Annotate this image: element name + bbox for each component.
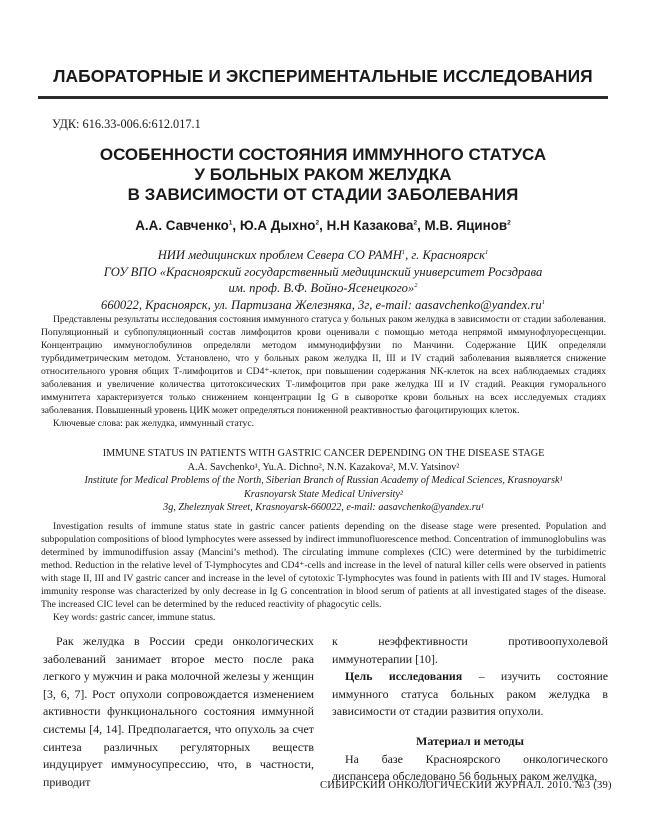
affiliation-line: им. проф. В.Ф. Войно-Ясенецкого»$^2$: [228, 281, 418, 295]
keywords-en: Key words: gastric cancer, immune status.: [53, 612, 216, 623]
affiliations: [40, 247, 606, 313]
english-affiliation-line: 3g, Zheleznyak Street, Krasnoyarsk-660022, e-mail: aasavchenko@yandex.ru¹: [163, 502, 484, 514]
aim-label: Цель исследования: [345, 669, 463, 684]
english-affiliation-line: Institute for Medical Problems of the North, Siberian Branch of Russian Academy of Medical Sciences, Krasnoyarsk¹: [84, 475, 563, 487]
author-name: Н.Н Казакова: [326, 218, 414, 233]
title-line: ОСОБЕННОСТИ СОСТОЯНИЯ ИММУННОГО СТАТУСА: [99, 145, 547, 164]
article-title: [40, 145, 606, 205]
author-sup: 2: [413, 219, 418, 227]
english-header: [41, 447, 606, 515]
english-authors: A.A. Savchenko¹, Yu.A. Dichno², N.N. Kazakova², M.V. Yatsinov²: [187, 461, 460, 473]
author-name: Ю.А Дыхно: [239, 218, 316, 233]
udc-code: УДК: 616.33-006.6:612.017.1: [52, 117, 201, 131]
intro-paragraph-continued: к неэффективности противоопухолевой иммунотерапии [10].: [332, 634, 608, 666]
header-rule: [38, 96, 608, 99]
author-name: М.В. Яцинов: [424, 218, 508, 233]
methods-paragraph: На базе Красноярского онкологического диспансера обследовано 56 больных раком желудка,: [332, 751, 608, 784]
author-sup: 1: [228, 219, 233, 227]
author-name: А.А. Савченко: [135, 218, 229, 233]
section-header: ЛАБОРАТОРНЫЕ И ЭКСПЕРИМЕНТАЛЬНЫЕ ИССЛЕДОВАНИЯ: [53, 66, 593, 86]
body-column-left: [43, 633, 314, 791]
aim-text: – изучить состояние иммунного статуса больных раком желудка в зависимости от стадии развития опухоли.: [332, 669, 608, 719]
author-sup: 2: [507, 219, 511, 227]
abstract-en: [41, 520, 606, 624]
author-sup: 2: [315, 219, 320, 227]
title-line: У БОЛЬНЫХ РАКОМ ЖЕЛУДКА: [194, 165, 452, 184]
keywords-ru: Ключевые слова: рак желудка, иммунный статус.: [53, 418, 254, 429]
intro-paragraph: Рак желудка в России среди онкологических заболеваний занимает второе место после рака легкого у мужчин и рака молочной железы у женщин [3, 6, 7]. Рост опухоли сопровождается изменением активности функционального состояния иммунной системы [4, 14]. Предполагается, что опухоль за счет синтеза различных регуляторных веществ индуцирует иммуносупрессию, что, в частности, приводит: [43, 634, 314, 789]
methods-heading: Материал и методы: [416, 733, 524, 748]
affiliation-line: 660022, Красноярск, ул. Партизана Железняка, 3г, e-mail: $aasavchenko@yandex.ru^1$: [101, 297, 545, 312]
affiliation-line: ГОУ ВПО «Красноярский государственный медицинский университет Росздрава: [103, 264, 543, 279]
english-title: IMMUNE STATUS IN PATIENTS WITH GASTRIC CANCER DEPENDING ON THE DISEASE STAGE: [102, 448, 545, 459]
abstract-ru: [41, 313, 606, 430]
abstract-en-text: Investigation results of immune status state in gastric cancer patients depending on the disease stage were presented. Population and subpopulation compositions of blood lymphocytes were assessed by indirect immunofluorescence method. Concentration of immunoglobulins was determined by immunodiffusion assay (Mancini’s method). The circulating immune complexes (CIC) were determined by the turbidimetric method. Reduction in the relative level of T-lymphocytes and CD4⁺-cells and increase in the level of natural killer cells were observed in patients with stage II, III and IV gastric cancer and increase in the level of cytotoxic T-lymphocytes was found in patients with III and IV stages. Humoral immunity response was characterized by only decrease in Ig G concentration in blood serum of patients at all investigated stages of the disease. The increased CIC level can be determined by the reduced reactivity of phagocytic cells.: [41, 521, 606, 610]
journal-footer: СИБИРСКИЙ ОНКОЛОГИЧЕСКИЙ ЖУРНАЛ. 2010. №3 (39): [320, 780, 612, 791]
aim-paragraph: [332, 668, 608, 721]
authors-line: А.А. Савченко$^1$, Ю.А Дыхно$^2$, Н.Н Казакова$^2$, М.В. Яцинов$^2$: [135, 218, 511, 233]
title-line: В ЗАВИСИМОСТИ ОТ СТАДИИ ЗАБОЛЕВАНИЯ: [127, 185, 519, 204]
body-column-right: [332, 633, 608, 786]
abstract-ru-text: Представлены результаты исследования состояния иммунного статуса у больных раком желудка в зависимости от стадии заболевания. Популяционный и субпопуляционный состав лимфоцитов крови оценивали с помощью метода непрямой иммунофлуоресценции. Концентрацию иммуноглобулинов определяли методом иммунодиффузии по Манчини. Содержание ЦИК определяли турбидиметрическим методом. Установлено, что у больных раком желудка II, III и IV стадий заболевания выявляется снижение относительного уровня общих Т-лимфоцитов и CD4⁺-клеток, при повышении содержания NK-клеток на всех наблюдаемых стадиях заболевания и увеличение количества цитотоксических Т-лимфоцитов при раке желудка III и IV стадий. Реакция гуморального иммунитета характеризуется только снижением концентрации Ig G в сыворотке крови больных на всех исследуемых стадиях заболевания. Повышенный уровень ЦИК может определяться пониженной реактивностью фагоцитирующих клеток.: [41, 314, 606, 416]
affiliation-line: НИИ медицинских проблем Севера СО РАМН$^1$, г. Красноярск$^1$: [157, 248, 489, 262]
english-affiliation-line: Krasnoyarsk State Medical University²: [244, 488, 403, 500]
